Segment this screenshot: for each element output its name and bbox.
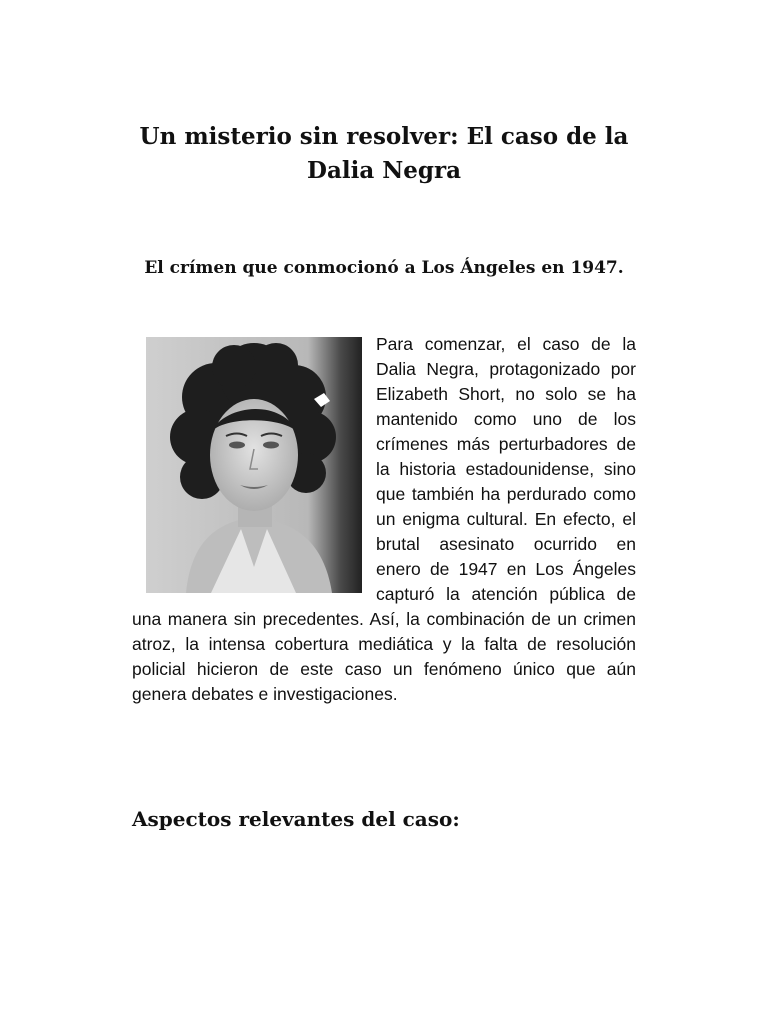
article-paragraph: Para comenzar, el caso de la Dalia Negra, protagonizado por Elizabeth Short, no solo se ha mantenido como uno de los crímenes más perturbadores de la historia estadounidense, sino que también ha perdurado como un enigma cultural. En efecto, el brutal asesinato ocurrido en enero de 1947 en Los Ángeles capturó la atención pública de una manera sin precedentes. Así, la combinación de un crimen atroz, la intensa cobertura mediática y la falta de resolución policial hicieron de este caso un fenómeno único que aún genera debates e investigaciones.	[132, 334, 636, 704]
section-heading: Aspectos relevantes del caso:	[132, 807, 460, 831]
portrait-photo	[146, 337, 362, 593]
portrait-photo-icon	[146, 337, 362, 593]
article-body	[132, 332, 636, 707]
document-subtitle: El crímen que conmocionó a Los Ángeles en 1947.	[144, 258, 624, 278]
document-title: Un misterio sin resolver: El caso de la Dalia Negra	[139, 123, 629, 184]
